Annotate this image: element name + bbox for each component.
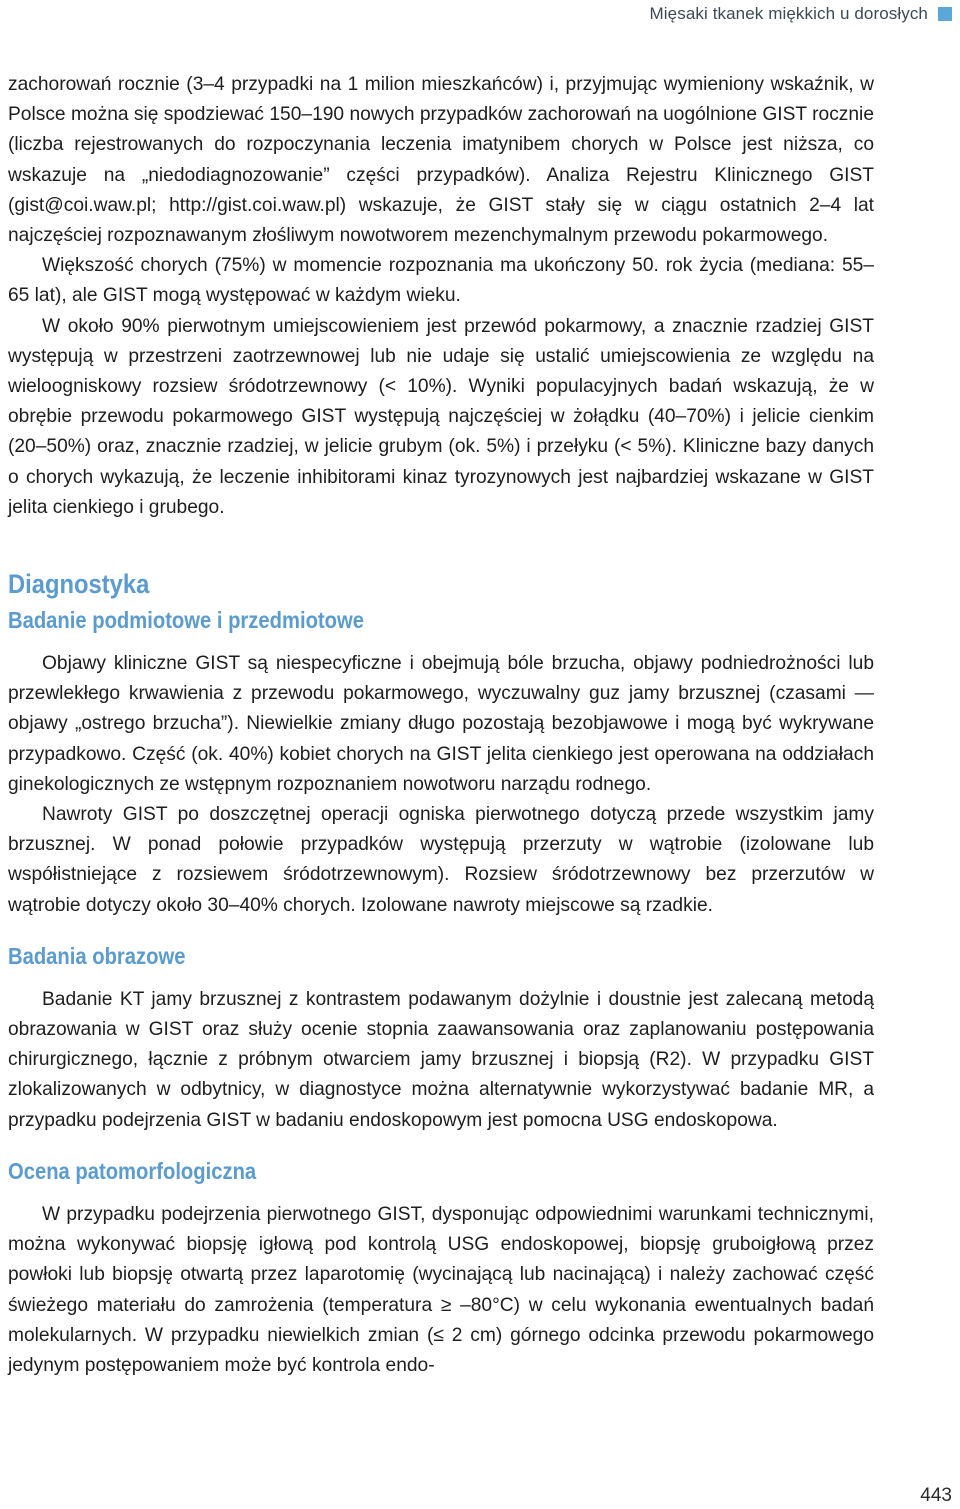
- obrazowe-paragraph-1: Badanie KT jamy brzusznej z kontrastem podawanym dożylnie i doustnie jest zalecaną metodą obrazowania w GIST oraz służy ocenie stopnia zaawansowania oraz zaplanowaniu postępowania chirurgicznego, łącznie z próbnym otwarciem jamy brzusznej i biopsją (R2). W przypadku GIST zlokalizowanych w odbytnicy, w diagnostyce można alternatywnie wykorzystywać badanie MR, a przypadku podejrzenia GIST w badaniu endoskopowym jest pomocna USG endoskopowa.: [8, 988, 874, 1131]
- subsection-heading-ocena-patomorfologiczna: Ocena patomorfologiczna: [8, 1157, 257, 1184]
- section-heading-diagnostyka: Diagnostyka: [8, 569, 150, 600]
- page-content: [8, 70, 874, 1381]
- patomorfologia-paragraph-1: W przypadku podejrzenia pierwotnego GIST, dysponując odpowiednimi warunkami technicznymi, można wykonywać biopsję igłową pod kontrolą USG endoskopowej, biopsję gruboigłową przez powłoki lub biopsję otwartą przez laparotomię (wycinającą lub nacinającą) i należy zachować część świeżego materiału do zamrożenia (temperatura ≥ –80°C) w celu wykonania ewentualnych badań molekularnych. W przypadku niewielkich zmian (≤ 2 cm) górnego odcinka przewodu pokarmowego jedynym postępowaniem może być kontrola endo-: [8, 1203, 874, 1376]
- intro-paragraph-2: Większość chorych (75%) w momencie rozpoznania ma ukończony 50. rok życia (mediana: 55–65 lat), ale GIST mogą występować w każdym wieku.: [8, 255, 874, 307]
- intro-paragraph-1: zachorowań rocznie (3–4 przypadki na 1 milion mieszkańców) i, przyjmując wymieniony wskaźnik, w Polsce można się spodziewać 150–190 nowych przypadków zachorowań na uogólnione GIST rocznie (liczba rejestrowanych do rozpoczynania leczenia imatynibem chorych w Polsce jest niższa, co wskazuje na „niedodiagnozowanie” części przypadków). Analiza Rejestru Klinicznego GIST (gist@coi.waw.pl; http://gist.coi.waw.pl) wskazuje, że GIST stały się w ciągu ostatnich 2–4 lat najczęściej rozpoznawanym złośliwym nowotworem mezenchymalnym przewodu pokarmowego.: [8, 74, 874, 247]
- badanie-paragraph-1: Objawy kliniczne GIST są niespecyficzne i obejmują bóle brzucha, objawy podniedrożności lub przewlekłego krwawienia z przewodu pokarmowego, wyczuwalny guz jamy brzusznej (czasami — objawy „ostrego brzucha”). Niewielkie zmiany długo pozostają bezobjawowe i mogą być wykrywane przypadkowo. Część (ok. 40%) kobiet chorych na GIST jelita cienkiego jest operowana na oddziałach ginekologicznych ze wstępnym rozpoznaniem nowotworu narządu rodnego.: [8, 653, 874, 795]
- running-title: Mięsaki tkanek miękkich u dorosłych: [649, 4, 928, 23]
- intro-paragraph-3: W około 90% pierwotnym umiejscowieniem jest przewód pokarmowy, a znacznie rzadziej GIST występują w przestrzeni zaotrzewnowej lub nie udaje się ustalić umiejscowienia ze względu na wieloogniskowy rozsiew śródotrzewnowy (< 10%). Wyniki populacyjnych badań wskazują, że w obrębie przewodu pokarmowego GIST występują najczęściej w żołądku (40–70%) i jelicie cienkim (20–50%) oraz, znacznie rzadziej, w jelicie grubym (ok. 5%) i przełyku (< 5%). Kliniczne bazy danych o chorych wykazują, że leczenie inhibitorami kinaz tyrozynowych jest najbardziej wskazane w GIST jelita cienkiego i grubego.: [8, 315, 874, 518]
- badanie-paragraph-2: Nawroty GIST po doszczętnej operacji ogniska pierwotnego dotyczą przede wszystkim jamy brzusznej. W ponad połowie przypadków występują przerzuty w wątrobie (izolowane lub współistniejące z rozsiewem śródotrzewnowym). Rozsiew śródotrzewnowy bez przerzutów w wątrobie dotyczy około 30–40% chorych. Izolowane nawroty miejscowe są rzadkie.: [8, 804, 874, 916]
- page-number: 443: [920, 1485, 952, 1506]
- subsection-heading-badania-obrazowe: Badania obrazowe: [8, 942, 186, 969]
- subsection-heading-badanie-podmiotowe: Badanie podmiotowe i przedmiotowe: [8, 607, 364, 634]
- running-header: [650, 4, 952, 24]
- header-marker-square: [938, 7, 952, 21]
